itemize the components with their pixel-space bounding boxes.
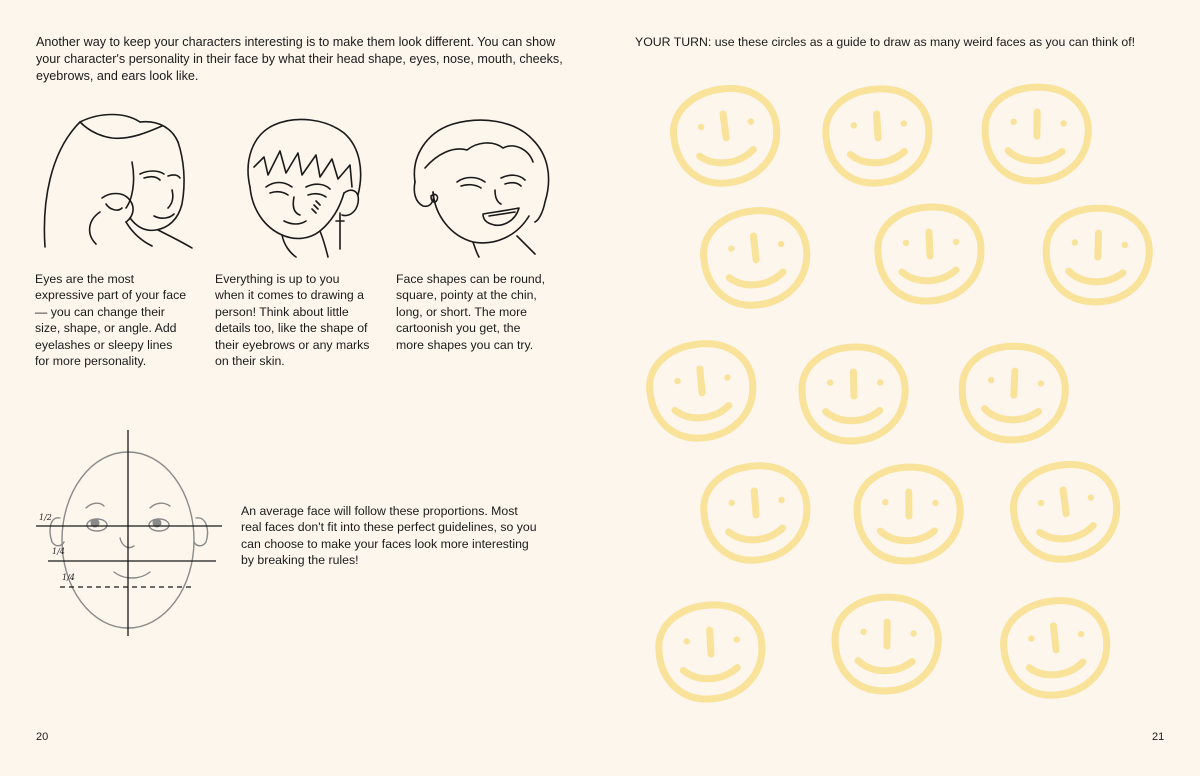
smiley-guide-circle: [845, 460, 969, 568]
smiley-guide-circle: [692, 459, 816, 567]
caption-details: Everything is up to you when it comes to drawing a person! Think about little details too, like the shape of their eyebrows or any marks on their skin.: [215, 272, 370, 369]
smiley-guide-circle: [992, 594, 1116, 702]
half-label: 1/2: [39, 513, 52, 522]
smiley-guide-circle: [638, 337, 762, 445]
intro-paragraph: Another way to keep your characters interesting is to make them look different. You can show your character's personality in their face by what their head shape, eyes, nose, mouth, cheeks, eyebrows, and ears look like.: [36, 35, 563, 83]
smiley-guide-circle: [1034, 201, 1158, 309]
face-proportions-diagram: [30, 430, 240, 642]
smiley-guide-circle: [1002, 458, 1126, 566]
right-page: [600, 0, 1200, 776]
your-turn-instructions: YOUR TURN: use these circles as a guide to draw as many weird faces as you can think of!: [635, 35, 1136, 49]
smiley-guide-circle: [814, 82, 938, 190]
spiky-hair-portrait: [240, 117, 370, 257]
quarter-label-2: 1/4: [62, 573, 75, 582]
ponytail-portrait: [40, 112, 200, 252]
smiley-guide-circle: [950, 339, 1074, 447]
smiley-guide-circle: [662, 82, 786, 190]
page-number-right: 21: [1152, 731, 1165, 743]
smiley-guide-circle: [866, 200, 990, 308]
caption-face-shapes: Face shapes can be round, square, pointy at the chin, long, or short. The more cartoonish you get, the more shapes you can try.: [396, 272, 546, 352]
page-number-left: 20: [36, 731, 49, 743]
smiley-guide-circle: [790, 340, 914, 448]
proportions-paragraph: An average face will follow these proportions. Most real faces don't fit into these perfect guidelines, so you can choose to make your faces look more interesting by breaking the rules!: [241, 504, 537, 568]
smiley-guide-circle: [823, 590, 947, 698]
curly-hair-portrait: [405, 112, 565, 257]
smiley-guide-circle: [692, 204, 816, 312]
quarter-label-1: 1/4: [52, 547, 65, 556]
smiley-guide-circle: [973, 80, 1097, 188]
caption-eyes: Eyes are the most expressive part of your face — you can change their size, shape, or angle. Add eyelashes or sleepy lines for more personality.: [35, 272, 187, 369]
smiley-guide-circle: [647, 598, 771, 706]
